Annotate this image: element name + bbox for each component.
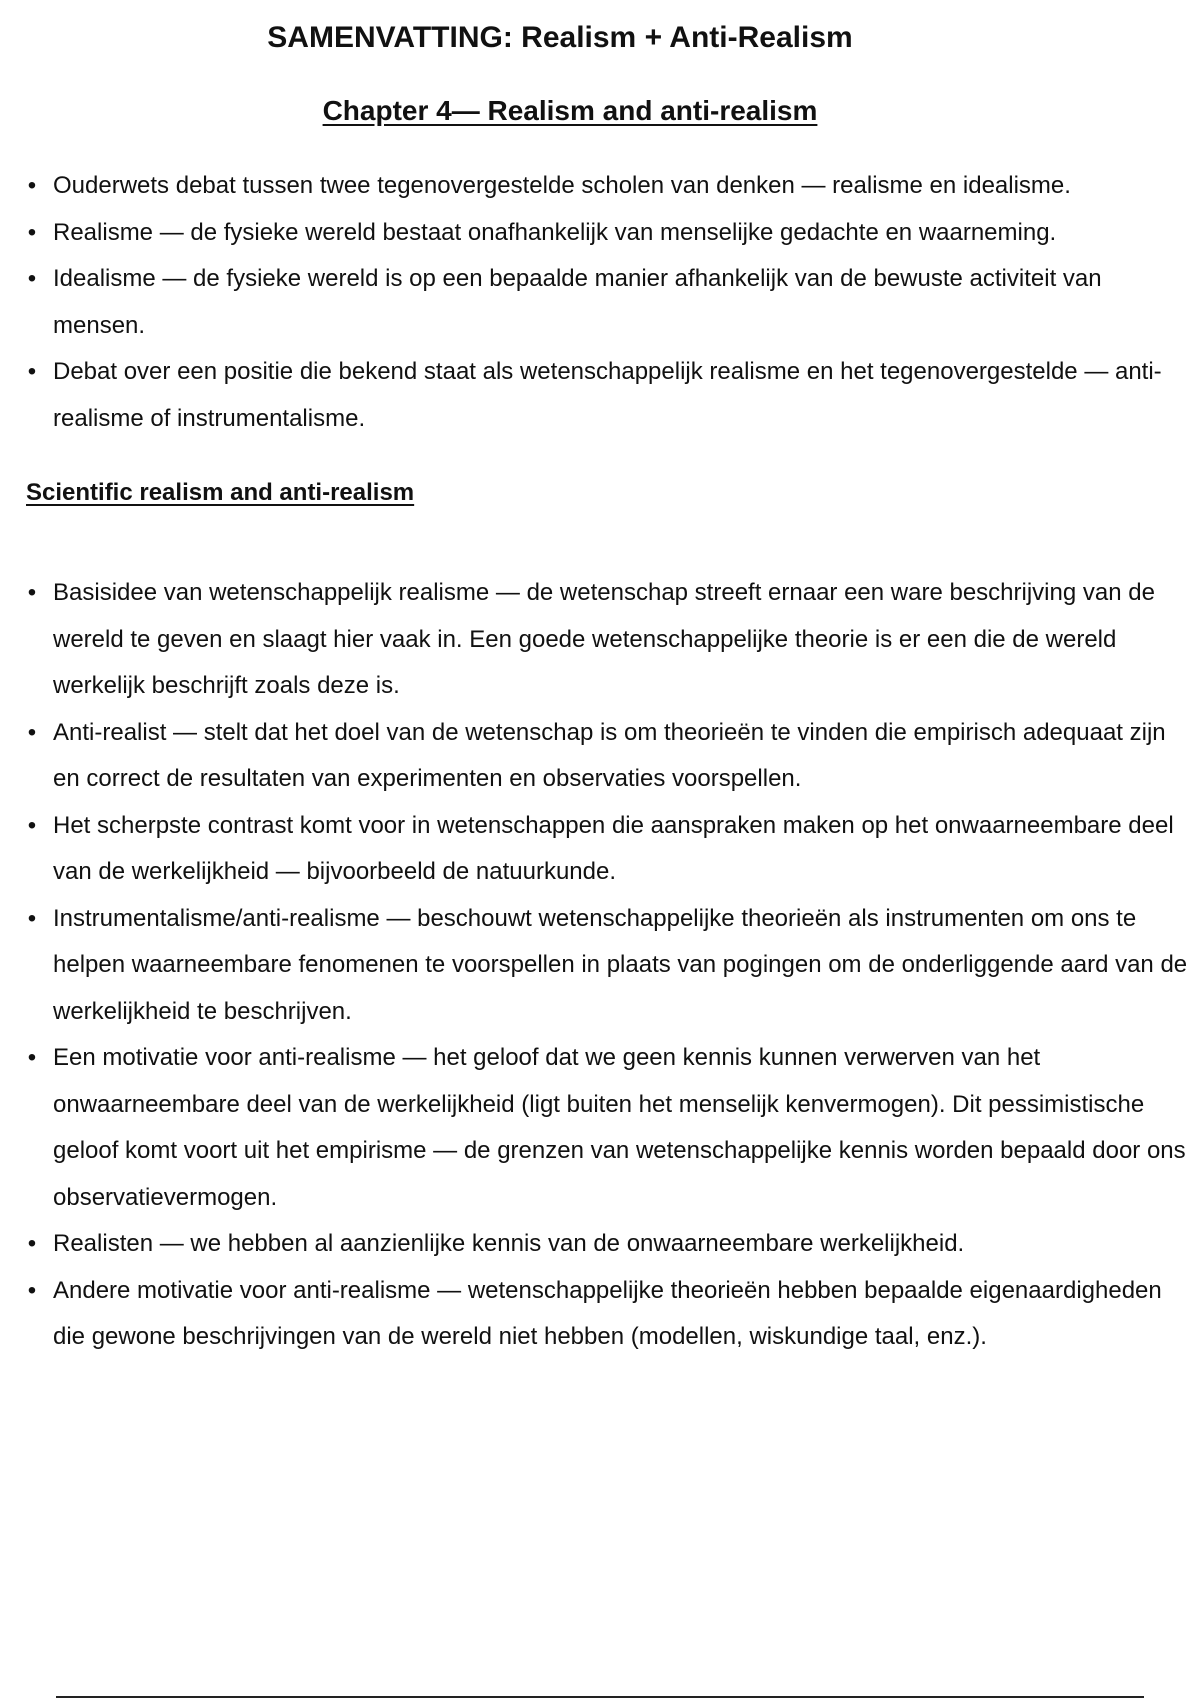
bullet-icon: • [27, 265, 37, 292]
bullet-icon: • [27, 1276, 37, 1304]
list-item [26, 1035, 1196, 1221]
bullet-icon: • [27, 718, 37, 746]
footer-divider [56, 1696, 1144, 1698]
bullet-icon: • [27, 1044, 37, 1071]
list-item-text: Realisten — we hebben al aanzienlijke kennis van de onwaarneembare werkelijkheid. [53, 1230, 965, 1257]
list-item [26, 1221, 1196, 1268]
list-item [26, 896, 1196, 1036]
list-item-text: Ouderwets debat tussen twee tegenovergestelde scholen van denken — realisme en idealisme. [53, 172, 1071, 199]
bullet-icon: • [27, 358, 37, 385]
list-item [26, 710, 1196, 803]
list-item-text: Debat over een positie die bekend staat als wetenschappelijk realisme en het tegenovergestelde — anti-realisme of instrumentalisme. [53, 358, 1162, 432]
list-item [26, 803, 1196, 896]
chapter-title: Chapter 4— Realism and anti-realism [322, 95, 818, 126]
list-item-text: Instrumentalisme/anti-realisme — beschouwt wetenschappelijke theorieën als instrumenten om ons te helpen waarneembare fenomenen te voorspellen in plaats van pogingen om de onderliggende aard van de werkelijkheid te beschrijven. [53, 904, 1188, 1025]
list-item-text: Realisme — de fysieke wereld bestaat onafhankelijk van menselijke gedachte en waarneming. [53, 218, 1057, 246]
list-item-text: Het scherpste contrast komt voor in wetenschappen die aanspraken maken op het onwaarneembare deel van de werkelijkheid — bijvoorbeeld de natuurkunde. [53, 811, 1174, 885]
bullet-icon: • [27, 579, 37, 606]
bullet-icon: • [27, 172, 37, 199]
list-item-text: Idealisme — de fysieke wereld is op een bepaalde manier afhankelijk van de bewuste activiteit van mensen. [53, 265, 1102, 339]
bullet-icon: • [27, 904, 37, 932]
section-bullet-list [26, 570, 1196, 1361]
list-item-text: Een motivatie voor anti-realisme — het geloof dat we geen kennis kunnen verwerven van het onwaarneembare deel van de werkelijkheid (ligt buiten het menselijk kenvermogen). Dit pessimistische geloof komt voort uit het empirisme — de grenzen van wetenschappelijke kennis worden bepaald door ons observatievermogen. [53, 1044, 1186, 1211]
list-item [26, 570, 1196, 710]
list-item-text: Andere motivatie voor anti-realisme — wetenschappelijke theorieën hebben bepaalde eigenaardigheden die gewone beschrijvingen van de wereld niet hebben (modellen, wiskundige taal, enz.). [53, 1276, 1162, 1350]
section-heading: Scientific realism and anti-realism [26, 479, 415, 506]
list-item [26, 1268, 1196, 1361]
list-item [26, 210, 1196, 257]
list-item [26, 349, 1196, 442]
list-item [26, 163, 1196, 210]
list-item-text: Basisidee van wetenschappelijk realisme — de wetenschap streeft ernaar een ware beschrijving van de wereld te geven en slaagt hier vaak in. Een goede wetenschappelijke theorie is er een die de wereld werkelijk beschrijft zoals deze is. [53, 579, 1155, 699]
document-title: SAMENVATTING: Realism + Anti-Realism [267, 21, 853, 54]
intro-bullet-list [26, 163, 1196, 442]
bullet-icon: • [27, 1230, 37, 1257]
bullet-icon: • [27, 218, 37, 246]
list-item [26, 256, 1196, 349]
list-item-text: Anti-realist — stelt dat het doel van de wetenschap is om theorieën te vinden die empirisch adequaat zijn en correct de resultaten van experimenten en observaties voorspellen. [53, 718, 1166, 792]
bullet-icon: • [27, 811, 37, 839]
